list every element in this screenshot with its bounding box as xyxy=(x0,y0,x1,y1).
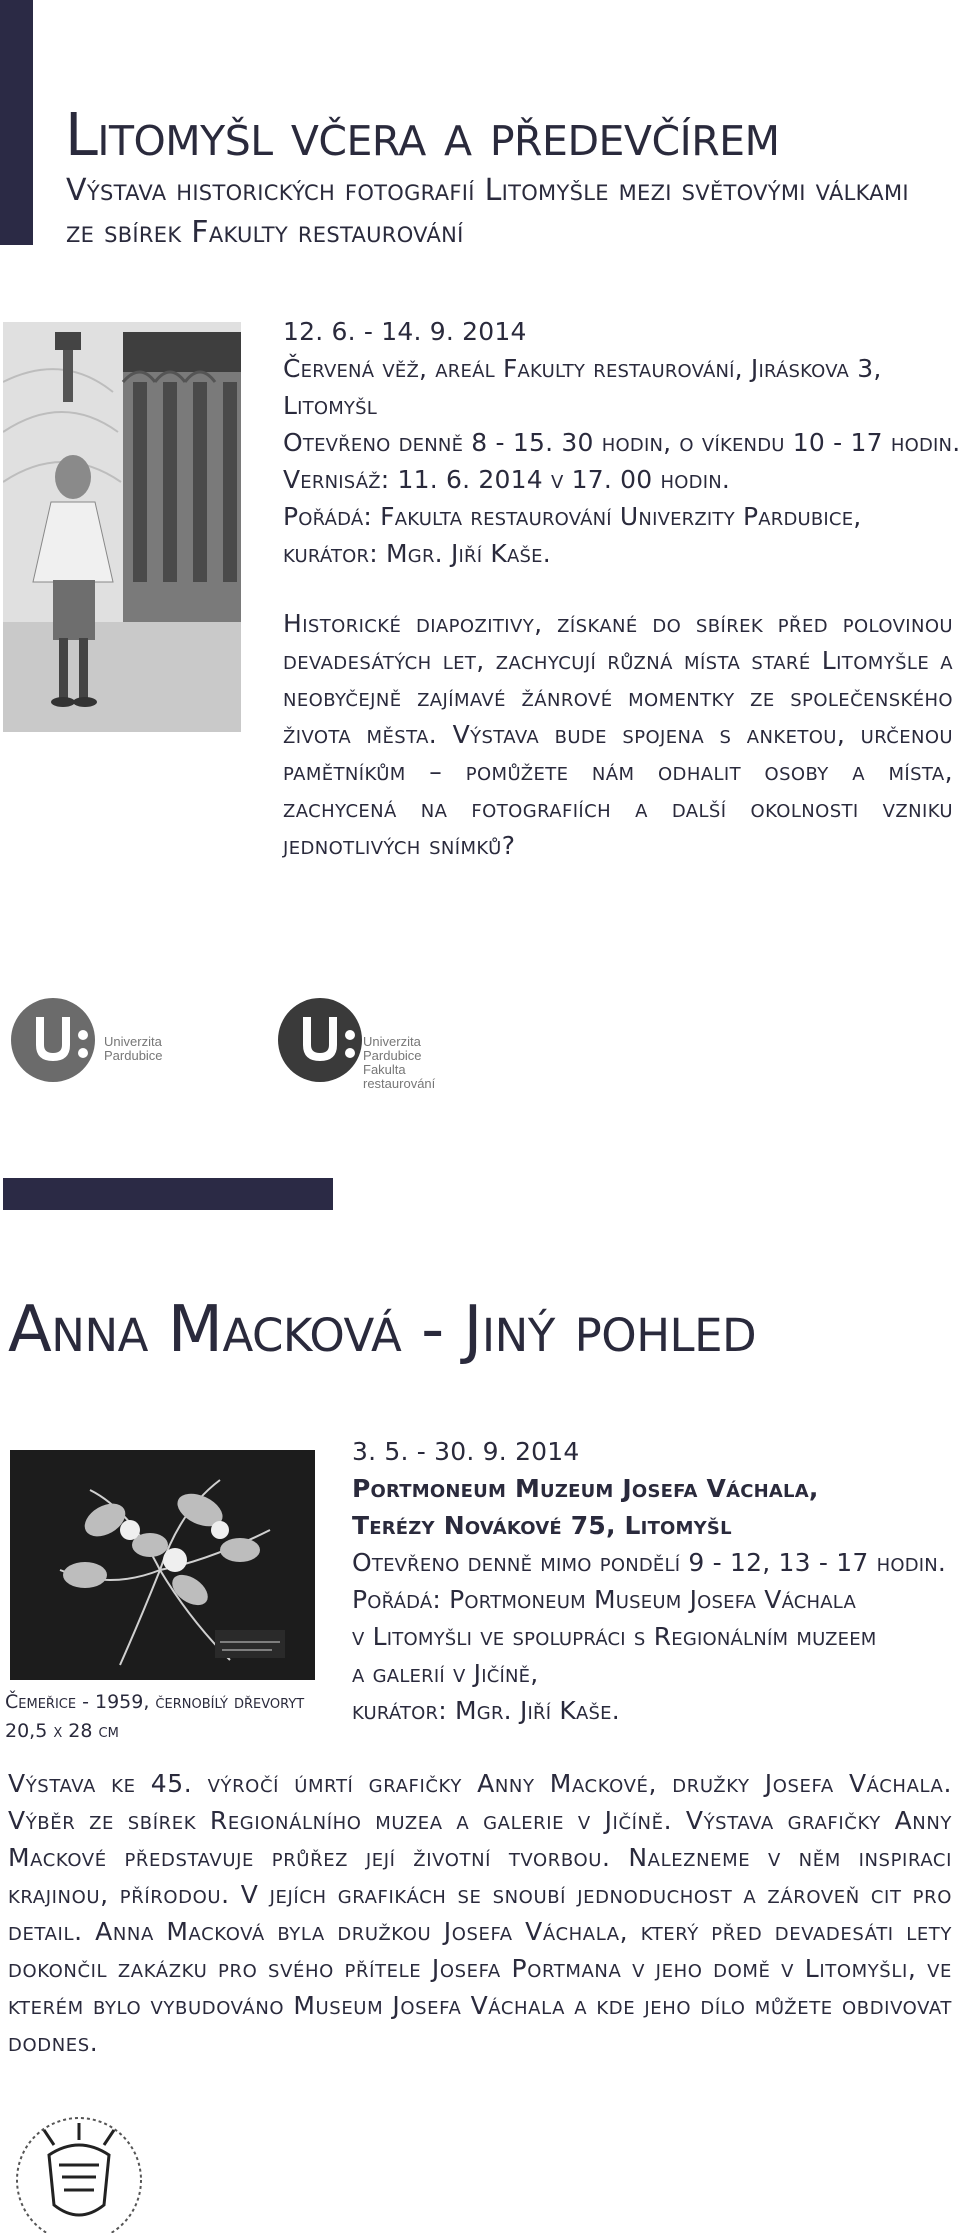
exhibit2-organizer-line1: Pořádá: Portmoneum Museum Josefa Váchala xyxy=(352,1585,856,1614)
exhibit1-description: Historické diapozitivy, získané do sbírek před polovinou devadesátých let, zachycují různá místa staré Litomyšle a neobyčejně zajímavé žánrové momentky ze společenského života města. Výstava bude spojena s anketou, určenou pamětníkům – pomůžete nám odhalit osoby a místa, zachycená na fotografiích a další okolnosti vzniku jednotlivých snímků? xyxy=(283,609,953,860)
faculty-restoration-logo xyxy=(275,995,475,1115)
exhibit1-organizer: Pořádá: Fakulta restaurování Univerzity Pardubice, xyxy=(283,502,862,531)
exhibit2-info xyxy=(352,1433,952,1729)
exhibit1-title: Litomyšl včera a předevčírem xyxy=(65,100,780,169)
exhibit1-info xyxy=(283,313,960,572)
exhibit1-hours: Otevřeno denně 8 - 15. 30 hodin, o víkendu 10 - 17 hodin. xyxy=(283,428,960,457)
logo2-line3: Fakulta xyxy=(363,1062,406,1077)
faculty-logo-icon xyxy=(275,995,365,1085)
exhibit2-title: Anna Macková - Jiný pohled xyxy=(8,1293,757,1367)
woodcut-caption xyxy=(5,1688,335,1746)
exhibit2-venue-line1: Portmoneum Muzeum Josefa Váchala, xyxy=(352,1474,819,1503)
accent-bar-middle xyxy=(3,1178,333,1210)
exhibit2-venue-line2: Terézy Novákové 75, Litomyšl xyxy=(352,1511,732,1540)
exhibit2-description: Výstava ke 45. výročí úmrtí grafičky Anny Mackové, družky Josefa Váchala. Výběr ze sbírek Regionálního muzea a galerie v Jičíně. Výstava grafičky Anny Mackové představuje průřez její životní tvorbou. Nalezneme v něm inspiraci krajinou, přírodou. V jejích grafikách se snoubí jednoduchost a zároveň cit pro detail. Anna Macková byla družkou Josefa Váchala, který před devadesáti lety dokončil zakázku pro svého přítele Josefa Portmana v jeho domě v Litomyšli, ve kterém bylo vybudováno Museum Josefa Váchala a kde jeho dílo můžete obdivovat dodnes. xyxy=(8,1769,952,2057)
exhibit1-vernissage: Vernisáž: 11. 6. 2014 v 17. 00 hodin. xyxy=(283,465,731,494)
exhibit1-venue-line2: Litomyšl xyxy=(283,391,377,420)
historic-photo-girl xyxy=(3,322,241,732)
exhibit2-woodcut xyxy=(10,1450,315,1680)
logo1-line2: Pardubice xyxy=(104,1048,163,1063)
logo2-line2: Pardubice xyxy=(363,1048,422,1063)
exhibit1-curator: kurátor: Mgr. Jiří Kaše. xyxy=(283,539,551,568)
caption-line1: Čemeřice - 1959, černobílý dřevoryt xyxy=(5,1691,305,1713)
exhibit2-hours: Otevřeno denně mimo pondělí 9 - 12, 13 - 17 hodin. xyxy=(352,1548,947,1577)
university-pardubice-logo xyxy=(8,995,208,1115)
exhibit1-venue-line1: Červená věž, areál Fakulty restaurování, Jiráskova 3, xyxy=(283,354,882,383)
exhibit2-organizer-line2: v Litomyšli ve spolupráci s Regionálním muzeem xyxy=(352,1622,877,1651)
exhibit1-photo xyxy=(3,322,241,732)
exhibit1-dates: 12. 6. - 14. 9. 2014 xyxy=(283,317,527,346)
exhibit1-subtitle: Výstava historických fotografií Litomyšle mezi světovými válkami ze sbírek Fakulty restaurování xyxy=(66,173,909,250)
university-logo-icon xyxy=(8,995,98,1085)
woodcut-flowers-image xyxy=(10,1450,315,1680)
accent-bar-top xyxy=(0,0,33,245)
logo2-line1: Univerzita xyxy=(363,1034,421,1049)
exhibit2-curator: kurátor: Mgr. Jiří Kaše. xyxy=(352,1696,620,1725)
logo2-line4: restaurování xyxy=(363,1076,436,1091)
caption-line2: 20,5 x 28 cm xyxy=(5,1720,119,1742)
museum-stamp xyxy=(4,2095,154,2233)
logo1-line1: Univerzita xyxy=(104,1034,162,1049)
exhibit2-dates: 3. 5. - 30. 9. 2014 xyxy=(352,1437,580,1466)
stamp-emblem xyxy=(4,2095,154,2233)
exhibit2-organizer-line3: a galerií v Jičíně, xyxy=(352,1659,539,1688)
